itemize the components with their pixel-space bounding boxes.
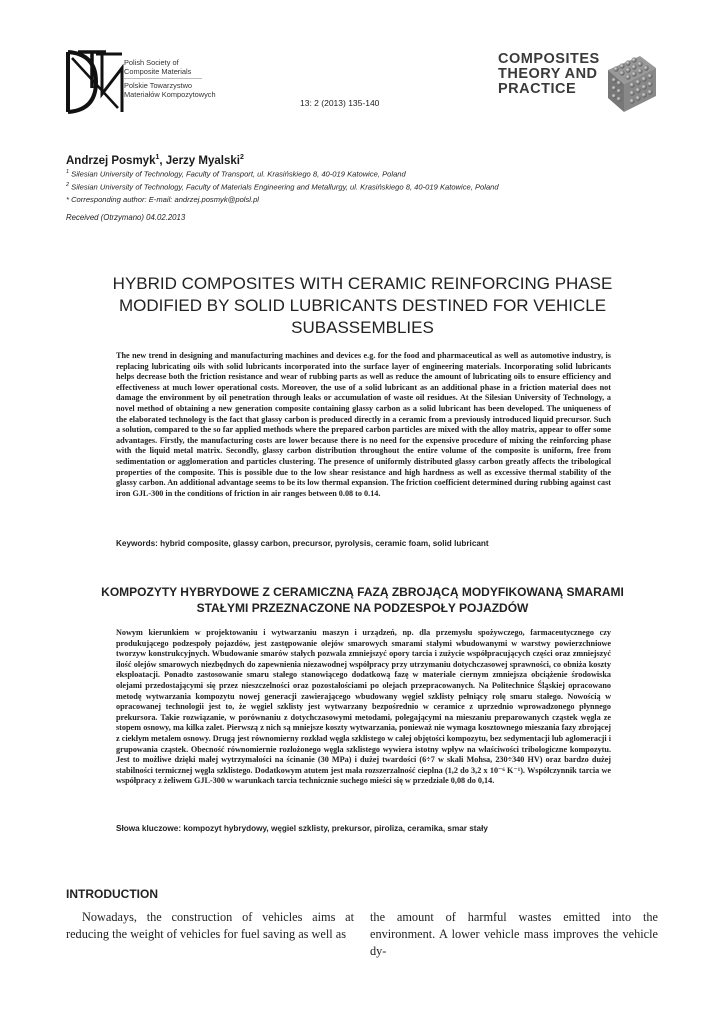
society-logo [66,48,216,116]
society-name-line: Composite Materials [124,67,192,76]
section-heading: INTRODUCTION [66,887,158,901]
body-text-left-column: Nowadays, the construction of vehicles aims at reducing the weight of vehicles for fuel saving as well as [66,910,354,941]
society-name-line: Polish Society of [124,58,179,67]
keywords-pl [116,824,611,833]
author-affiliation-marker: 1 [155,154,160,161]
journal-name [498,52,600,97]
body-text-right-column: the amount of harmful wastes emitted into the environment. A lower vehicle mass improves the vehicle dy- [370,910,658,958]
journal-name-line: THEORY AND [498,66,598,82]
affiliation-2 [66,182,499,192]
keywords-label: Słowa kluczowe: [116,824,182,833]
keywords-en [116,539,611,548]
abstract-pl: Nowym kierunkiem w projektowaniu i wytwarzaniu maszyn i urządzeń, np. dla przemysłu spożywczego, farmaceutycznego czy produkującego podzespoły pojazdów, jest zastępowanie olejów smarowych smarami stałymi wbudowanymi w warstwy powierzchniowe tworzyw konstrukcyjnych. Wbudowanie smarów stałych pozwala zmniejszyć opory tarcia i zużycie współpracujących części oraz zmniejszyć ilość olejów smarowych niezbędnych do zapewnienia niezawodnej współpracy przy utrzymaniu dotychczasowej sprawności, co obniża koszty eksploatacji. Ponadto zastosowanie smaru stałego stanowiącego dodatkową fazę w materiale ciernym zmniejsza obciążenie środowiska olejami przedostającymi się przez nieszczelności oraz pozostałościami po olejach przepracowanych. Na Politechnice Śląskiej opracowano metodę wytwarzania kompozytu nowej generacji zawierającego wbudowany węgiel szklisty pełniący rolę smaru stałego. Nowością w opracowanej technologii jest to, że węgiel szklisty jest wytwarzany bezpośrednio w ceramice z uprzednio wprowadzonego płynnego prekursora. Takie rozwiązanie, w porównaniu z dotychczasowymi metodami, polegającymi na mieszaniu preparowanych cząstek węgla ze stopem osnowy, ma kilka zalet. Pierwszą z nich są mniejsze koszty wytwarzania, ponieważ nie wymaga kosztownego mieszania fazy zbrojącej z ciekłym metalem osnowy. Drugą jest równomierny rozkład węgla szklistego w całej objętości kompozytu, bez sedymentacji lub aglomeracji i grupowania cząstek. Obecność równomiernie rozłożonego węgla szklistego wywiera istotny wpływ na właściwości tribologiczne kompozytu. Jest to możliwe dzięki małej wytrzymałości na ścinanie (30 MPa) i dużej twardości (6÷7 w skali Mohsa, 230÷340 HV) oraz bardzo dużej stabilności termicznej węgla szklistego. Dodatkowym atutem jest mała rozszerzalność cieplna (1,2 do 3,2 x 10⁻⁶ K⁻¹). Współczynnik tarcia we współpracy z żeliwem GJL-300 w warunkach tarcia technicznie suchego mieści się w przedziale 0,08 do 0,14. [116,628,611,786]
society-name-line: Materiałów Kompozytowych [124,90,216,99]
society-name-block [124,58,216,104]
affiliation-text: Silesian University of Technology, Faculty of Materials Engineering and Metallurgy, ul. Krasińskiego 8, 40-019 Katowice, Poland [69,182,499,192]
author-separator: , [159,154,166,167]
journal-name-line: PRACTICE [498,81,577,97]
author-name: Jerzy Myalski [165,154,240,167]
author-list [66,154,244,167]
ptmk-logo-icon [66,48,124,116]
affiliation-marker: 2 [66,182,70,188]
keywords-text: kompozyt hybrydowy, węgiel szklisty, prekursor, piroliza, ceramika, smar stały [181,824,488,833]
keywords-label: Keywords: [116,539,158,548]
society-name-line: Polskie Towarzystwo [124,81,193,90]
affiliation-1 [66,169,406,179]
affiliation-marker: 1 [66,169,70,175]
corresponding-author: * Corresponding author: E-mail: andrzej.posmyk@polsl.pl [66,195,259,204]
paper-title: HYBRID COMPOSITES WITH CERAMIC REINFORCING PHASE MODIFIED BY SOLID LUBRICANTS DESTINED FOR VEHICLE SUBASSEMBLIES [112,274,613,337]
received-date: Received (Otrzymano) 04.02.2013 [66,213,186,222]
journal-logo [498,52,658,114]
keywords-text: hybrid composite, glassy carbon, precursor, pyrolysis, ceramic foam, solid lubricant [157,539,489,548]
affiliation-text: Silesian University of Technology, Faculty of Transport, ul. Krasińskiego 8, 40-019 Katowice, Poland [69,169,406,179]
author-affiliation-marker: 2 [239,154,244,161]
society-divider [124,78,202,79]
abstract-en: The new trend in designing and manufacturing machines and devices e.g. for the food and pharmaceutical as well as automotive industry, is replacing lubricating oils with solid lubricants incorporated into the surface layer of engineering materials. Incorporating solid lubricants helps decrease both the friction resistance and wear of rubbing parts as well as reduce the amount of lubricating oils to ensure efficiency and effectiveness at much lower operational costs. Moreover, the use of a solid lubricant as an additional phase in a friction material does not damage the environment by oil penetration through leaks or accumulation of waste oil residues. At the Silesian University of Technology, a novel method of obtaining a new generation composite containing glassy carbon as a solid lubricant has been developed. The uniqueness of the elaborated technology is the fact that glassy carbon is produced directly in a ceramic from a previously introduced liquid precursor. Such a solution, compared to the so far applied methods where the prepared carbon particles are mixed with the alloy matrix, appear to offer some advantages. Firstly, the manufacturing costs are lower because there is no need for the expensive procedure of mixing the reinforcing phase with the liquid metal matrix. Secondly, glassy carbon distribution throughout the entire volume of the composite is uniform, free from sedimentation or agglomeration and particles clustering. The presence of uniformly distributed glassy carbon greatly affects the tribological properties of the composite. This is possible due to the low shear resistance and high hardness as well as excessive thermal stability of the glassy carbon. An additional advantage seems to be its low thermal expansion. The friction coefficient determined during rubbing against cast iron GJL-300 in the conditions of friction in air ranges between 0.08 to 0.14. [116,351,611,498]
paper-title-pl: KOMPOZYTY HYBRYDOWE Z CERAMICZNĄ FAZĄ ZBROJĄCĄ MODYFIKOWANĄ SMARAMI STAŁYMI PRZEZNACZONE NA PODZESPOŁY POJAZDÓW [101,585,624,615]
fiber-bundle-icon [600,52,658,114]
journal-name-line: COMPOSITES [498,51,600,67]
journal-reference: 13: 2 (2013) 135-140 [300,98,380,108]
author-name: Andrzej Posmyk [66,154,156,167]
